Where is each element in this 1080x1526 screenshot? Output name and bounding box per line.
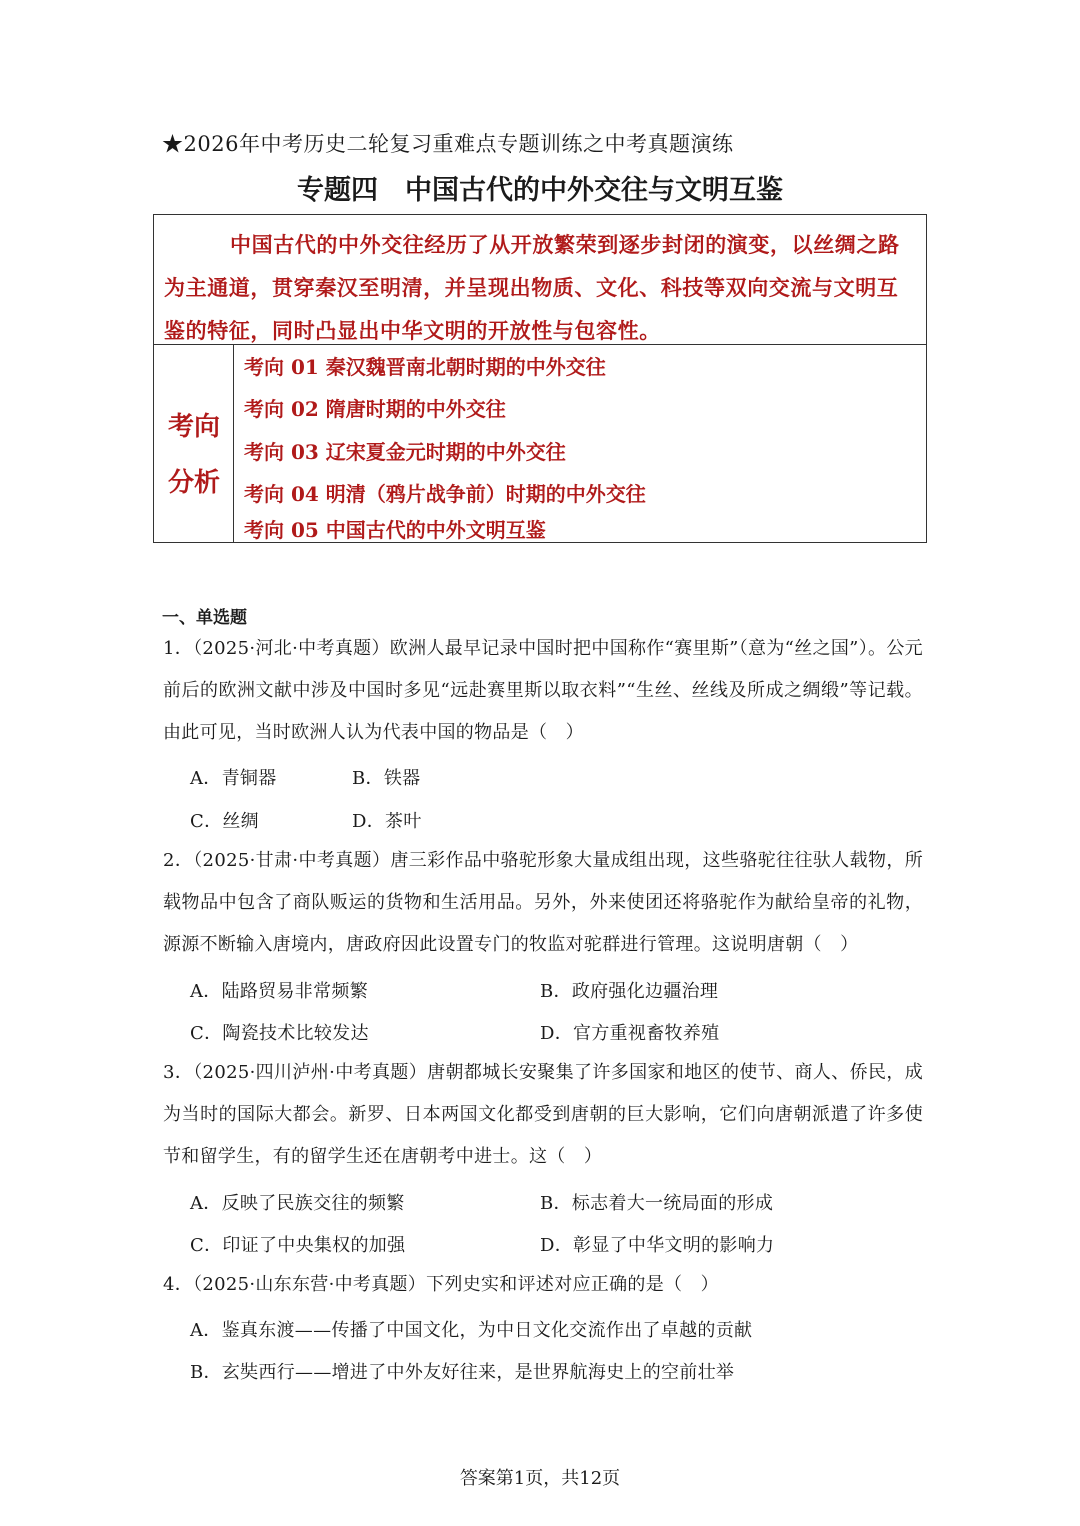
q2-option-a: A．陆路贸易非常频繁 xyxy=(190,981,368,1002)
page-footer: 答案第1页，共12页 xyxy=(459,1468,621,1489)
headline: ★2026年中考历史二轮复习重难点专题训练之中考真题演练 xyxy=(162,132,734,156)
q1-option-a: A．青铜器 xyxy=(190,768,277,789)
q2-option-b: B．政府强化边疆治理 xyxy=(540,981,719,1002)
q3-option-c: C．印证了中央集权的加强 xyxy=(190,1235,406,1256)
q1-option-b: B．铁器 xyxy=(352,768,421,789)
direction-item: 考向 03 辽宋夏金元时期的中外交往 xyxy=(244,440,566,464)
direction-item: 考向 04 明清（鸦片战争前）时期的中外交往 xyxy=(244,482,646,506)
question-4-stem: 4．（2025·山东东营·中考真题）下列史实和评述对应正确的是（ ） xyxy=(163,1274,719,1295)
q2-option-d: D．官方重视畜牧养殖 xyxy=(540,1023,720,1044)
section-heading: 一、单选题 xyxy=(162,608,247,628)
side-label-line-2: 分析 xyxy=(167,468,220,498)
question-1-stem: 1．（2025·河北·中考真题）欧洲人最早记录中国时把中国称作“赛里斯”（意为“丝之国”）。公元前后的欧洲文献中涉及中国时多见“远赴赛里斯以取衣料”“生丝、丝线及所成之绸缎”等记载。由此可见，当时欧洲人认为代表中国的物品是（ ） xyxy=(163,638,923,743)
direction-item: 考向 02 隋唐时期的中外交往 xyxy=(244,397,506,421)
question-2-stem: 2．（2025·甘肃·中考真题）唐三彩作品中骆驼形象大量成组出现，这些骆驼往往驮人载物，所载物品中包含了商队贩运的货物和生活用品。另外，外来使团还将骆驼作为献给皇帝的礼物，源源不断输入唐境内，唐政府因此设置专门的牧监对驼群进行管理。这说明唐朝（ ） xyxy=(163,850,923,955)
direction-item: 考向 01 秦汉魏晋南北朝时期的中外交往 xyxy=(244,355,606,379)
q2-option-c: C．陶瓷技术比较发达 xyxy=(190,1023,369,1044)
question-3-stem: 3．（2025·四川泸州·中考真题）唐朝都城长安聚集了许多国家和地区的使节、商人、侨民，成为当时的国际大都会。新罗、日本两国文化都受到唐朝的巨大影响，它们向唐朝派遣了许多使节和留学生，有的留学生还在唐朝考中进士。这（ ） xyxy=(163,1062,923,1167)
summary-intro: 中国古代的中外交往经历了从开放繁荣到逐步封闭的演变，以丝绸之路为主通道，贯穿秦汉至明清，并呈现出物质、文化、科技等双向交流与文明互鉴的特征，同时凸显出中华文明的开放性与包容性。 xyxy=(154,215,926,345)
q3-option-b: B．标志着大一统局面的形成 xyxy=(540,1193,774,1214)
q3-option-d: D．彰显了中华文明的影响力 xyxy=(540,1235,775,1256)
summary-side-label xyxy=(154,345,234,542)
q1-option-c: C．丝绸 xyxy=(190,811,259,832)
summary-box xyxy=(153,214,927,543)
side-label-text xyxy=(154,399,234,511)
q4-option-a: A．鉴真东渡——传播了中国文化，为中日文化交流作出了卓越的贡献 xyxy=(190,1320,753,1341)
q3-option-a: A．反映了民族交往的频繁 xyxy=(190,1193,405,1214)
side-label-line-1: 考向 xyxy=(167,412,220,442)
topic-title: 专题四 中国古代的中外交往与文明互鉴 xyxy=(297,175,783,206)
q4-option-b: B．玄奘西行——增进了中外友好往来，是世界航海史上的空前壮举 xyxy=(190,1362,735,1383)
direction-item: 考向 05 中国古代的中外文明互鉴 xyxy=(244,518,546,542)
q1-option-d: D．茶叶 xyxy=(352,811,422,832)
